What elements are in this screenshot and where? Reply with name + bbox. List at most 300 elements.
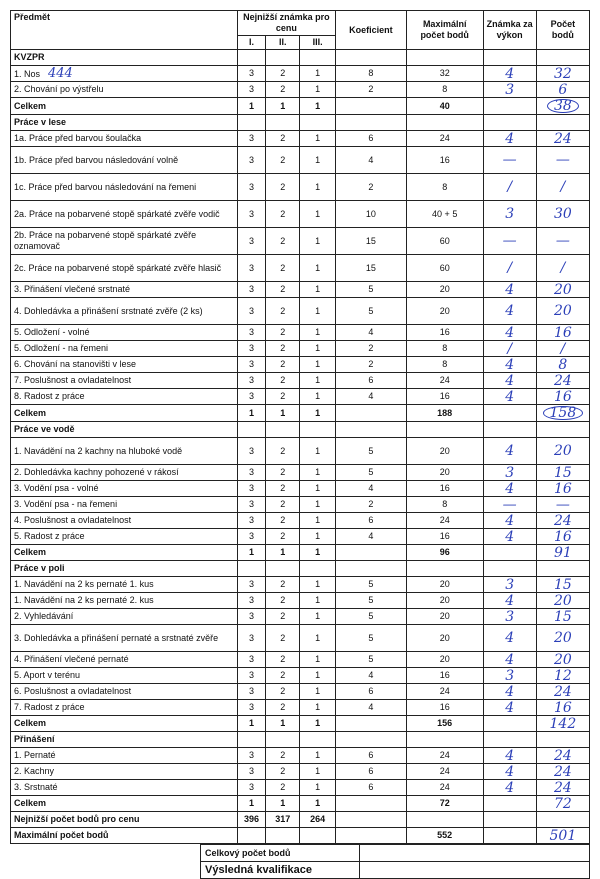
section-row xyxy=(11,561,590,577)
points-cell: 24 xyxy=(536,684,589,700)
points-cell: 24 xyxy=(536,131,589,147)
empty-cell xyxy=(300,115,335,131)
points-cell: 24 xyxy=(536,513,589,529)
points-cell: / xyxy=(536,255,589,282)
points-cell: 20 xyxy=(536,625,589,652)
empty-cell xyxy=(266,422,300,438)
footer-result-row xyxy=(201,862,590,879)
grade-1-cell: 3 xyxy=(237,513,265,529)
grade-perf-cell: / xyxy=(483,341,536,357)
coef-cell: 15 xyxy=(335,228,406,255)
grade-2-cell: 2 xyxy=(266,748,300,764)
grade-1-cell xyxy=(237,828,265,844)
empty-cell xyxy=(406,50,483,66)
points-cell: 20 xyxy=(536,438,589,465)
section-row xyxy=(11,50,590,66)
coef-cell xyxy=(335,98,406,115)
grade-perf-cell: — xyxy=(483,147,536,174)
grade-3-cell: 1 xyxy=(300,357,335,373)
row-label: Celkem xyxy=(11,716,238,732)
col-grade-3: III. xyxy=(300,36,335,50)
grade-3-cell: 1 xyxy=(300,282,335,298)
grade-3-cell: 1 xyxy=(300,684,335,700)
row-label: 3. Vodění psa - volné xyxy=(11,481,238,497)
row-label: Maximální počet bodů xyxy=(11,828,238,844)
grade-3-cell: 1 xyxy=(300,389,335,405)
empty-cell xyxy=(406,732,483,748)
table-row xyxy=(11,465,590,481)
grade-perf-cell: 4 xyxy=(483,66,536,82)
points-cell: 16 xyxy=(536,700,589,716)
empty-cell xyxy=(536,732,589,748)
points-cell: 24 xyxy=(536,373,589,389)
row-label: 7. Radost z práce xyxy=(11,700,238,716)
grade-1-cell: 3 xyxy=(237,780,265,796)
grade-perf-cell: 4 xyxy=(483,438,536,465)
max-points-cell: 16 xyxy=(406,700,483,716)
grade-1-cell: 3 xyxy=(237,147,265,174)
empty-cell xyxy=(266,50,300,66)
grade-2-cell: 2 xyxy=(266,389,300,405)
grade-2-cell: 2 xyxy=(266,684,300,700)
points-cell: 24 xyxy=(536,764,589,780)
grade-3-cell: 1 xyxy=(300,545,335,561)
grade-perf-cell: 3 xyxy=(483,82,536,98)
points-cell: / xyxy=(536,341,589,357)
section-title: KVZPR xyxy=(11,50,238,66)
grade-2-cell: 2 xyxy=(266,438,300,465)
section-title: Práce v poli xyxy=(11,561,238,577)
grade-1-cell: 3 xyxy=(237,481,265,497)
grade-2-cell: 2 xyxy=(266,529,300,545)
col-grade-perf: Známka za výkon xyxy=(483,11,536,50)
grade-2-cell: 2 xyxy=(266,174,300,201)
coef-cell: 8 xyxy=(335,66,406,82)
points-cell: 72 xyxy=(536,796,589,812)
row-label: 3. Vodění psa - na řemeni xyxy=(11,497,238,513)
coef-cell: 4 xyxy=(335,147,406,174)
table-row xyxy=(11,298,590,325)
table-row xyxy=(11,684,590,700)
grade-1-cell: 3 xyxy=(237,131,265,147)
score-table xyxy=(10,10,590,844)
max-points-cell: 188 xyxy=(406,405,483,422)
grade-3-cell: 1 xyxy=(300,98,335,115)
score-sheet xyxy=(10,10,590,879)
max-points-cell: 60 xyxy=(406,228,483,255)
grade-2-cell: 2 xyxy=(266,609,300,625)
grade-perf-cell: 4 xyxy=(483,298,536,325)
coef-cell: 6 xyxy=(335,513,406,529)
grade-perf-cell: 4 xyxy=(483,357,536,373)
col-grade-1: I. xyxy=(237,36,265,50)
coef-cell: 6 xyxy=(335,780,406,796)
max-points-cell: 156 xyxy=(406,716,483,732)
grade-3-cell: 1 xyxy=(300,405,335,422)
section-row xyxy=(11,732,590,748)
row-label: Nejnižší počet bodů pro cenu xyxy=(11,812,238,828)
row-label: 5. Radost z práce xyxy=(11,529,238,545)
grade-1-cell: 3 xyxy=(237,625,265,652)
empty-cell xyxy=(406,422,483,438)
grade-2-cell: 2 xyxy=(266,341,300,357)
points-cell: 20 xyxy=(536,298,589,325)
grade-1-cell: 3 xyxy=(237,700,265,716)
max-points-cell: 60 xyxy=(406,255,483,282)
footer-total-row xyxy=(201,845,590,862)
grade-2-cell: 2 xyxy=(266,147,300,174)
max-points-cell: 8 xyxy=(406,174,483,201)
grade-perf-cell xyxy=(483,812,536,828)
grade-2-cell: 1 xyxy=(266,545,300,561)
row-label: 2. Kachny xyxy=(11,764,238,780)
coef-cell: 6 xyxy=(335,131,406,147)
coef-cell: 4 xyxy=(335,700,406,716)
grade-2-cell: 2 xyxy=(266,228,300,255)
grade-2-cell: 2 xyxy=(266,66,300,82)
grade-2-cell: 2 xyxy=(266,577,300,593)
table-row xyxy=(11,389,590,405)
max-points-cell xyxy=(406,812,483,828)
empty-cell xyxy=(406,115,483,131)
row-label: 1. Navádění na 2 ks pernaté 2. kus xyxy=(11,593,238,609)
row-label: 3. Srstnaté xyxy=(11,780,238,796)
grade-3-cell: 1 xyxy=(300,593,335,609)
max-points-cell: 72 xyxy=(406,796,483,812)
row-label xyxy=(11,66,238,82)
grade-2-cell: 2 xyxy=(266,201,300,228)
grade-3-cell: 1 xyxy=(300,341,335,357)
coef-cell: 5 xyxy=(335,625,406,652)
points-cell: 501 xyxy=(536,828,589,844)
grade-3-cell: 1 xyxy=(300,131,335,147)
grade-3-cell: 1 xyxy=(300,780,335,796)
row-label: 1c. Práce před barvou následování na řemeni xyxy=(11,174,238,201)
empty-cell xyxy=(237,115,265,131)
points-cell: / xyxy=(536,174,589,201)
coef-cell: 10 xyxy=(335,201,406,228)
row-label: 2b. Práce na pobarvené stopě spárkaté zvěře oznamovač xyxy=(11,228,238,255)
grade-2-cell: 1 xyxy=(266,98,300,115)
grade-perf-cell: 4 xyxy=(483,625,536,652)
row-label: 1. Pernaté xyxy=(11,748,238,764)
grade-1-cell: 3 xyxy=(237,174,265,201)
empty-cell xyxy=(536,115,589,131)
grade-3-cell: 1 xyxy=(300,668,335,684)
empty-cell xyxy=(237,561,265,577)
grade-3-cell: 1 xyxy=(300,174,335,201)
grade-3-cell: 1 xyxy=(300,625,335,652)
table-row xyxy=(11,529,590,545)
coef-cell: 5 xyxy=(335,298,406,325)
grade-3-cell: 1 xyxy=(300,796,335,812)
row-label: 2. Chování po výstřelu xyxy=(11,82,238,98)
section-row xyxy=(11,115,590,131)
table-row xyxy=(11,748,590,764)
grade-2-cell: 2 xyxy=(266,465,300,481)
max-points-cell: 40 xyxy=(406,98,483,115)
grade-perf-cell: 4 xyxy=(483,748,536,764)
table-row xyxy=(11,341,590,357)
empty-cell xyxy=(300,422,335,438)
grade-perf-cell: 3 xyxy=(483,465,536,481)
empty-cell xyxy=(237,422,265,438)
points-cell: 91 xyxy=(536,545,589,561)
total-row xyxy=(11,796,590,812)
grade-1-cell: 3 xyxy=(237,529,265,545)
max-points-cell: 8 xyxy=(406,497,483,513)
coef-cell: 4 xyxy=(335,529,406,545)
table-row xyxy=(11,764,590,780)
max-points-cell: 96 xyxy=(406,545,483,561)
coef-cell: 4 xyxy=(335,481,406,497)
coef-cell xyxy=(335,716,406,732)
max-points-cell: 20 xyxy=(406,298,483,325)
table-row xyxy=(11,282,590,298)
max-points-cell: 24 xyxy=(406,684,483,700)
table-row xyxy=(11,625,590,652)
grade-perf-cell: 4 xyxy=(483,684,536,700)
points-cell: 24 xyxy=(536,780,589,796)
grade-3-cell: 1 xyxy=(300,748,335,764)
footer-total-label: Celkový počet bodů xyxy=(201,845,360,862)
grade-perf-cell: 4 xyxy=(483,780,536,796)
table-row xyxy=(11,174,590,201)
grade-2-cell: 2 xyxy=(266,668,300,684)
summary-row xyxy=(11,812,590,828)
table-row xyxy=(11,497,590,513)
footer-table xyxy=(200,844,590,879)
grade-3-cell: 1 xyxy=(300,700,335,716)
grade-3-cell: 1 xyxy=(300,529,335,545)
grade-2-cell: 2 xyxy=(266,652,300,668)
table-row xyxy=(11,131,590,147)
row-label: 3. Přinášení vlečené srstnaté xyxy=(11,282,238,298)
summary-row xyxy=(11,828,590,844)
grade-2-cell: 2 xyxy=(266,593,300,609)
table-row xyxy=(11,357,590,373)
empty-cell xyxy=(483,115,536,131)
grade-2-cell: 2 xyxy=(266,481,300,497)
row-label: 4. Přinášení vlečené pernaté xyxy=(11,652,238,668)
empty-cell xyxy=(536,50,589,66)
table-row xyxy=(11,577,590,593)
max-points-cell: 16 xyxy=(406,668,483,684)
max-points-cell: 20 xyxy=(406,465,483,481)
table-row xyxy=(11,652,590,668)
points-cell xyxy=(536,405,589,422)
max-points-cell: 16 xyxy=(406,529,483,545)
section-title: Práce v lese xyxy=(11,115,238,131)
coef-cell: 6 xyxy=(335,748,406,764)
section-title: Přinášení xyxy=(11,732,238,748)
coef-cell: 5 xyxy=(335,282,406,298)
grade-perf-cell: 4 xyxy=(483,282,536,298)
max-points-cell: 16 xyxy=(406,389,483,405)
header-row xyxy=(11,11,590,36)
grade-1-cell: 3 xyxy=(237,593,265,609)
col-max-points: Maximální počet bodů xyxy=(406,11,483,50)
table-row xyxy=(11,481,590,497)
row-label: Celkem xyxy=(11,98,238,115)
points-cell: 142 xyxy=(536,716,589,732)
row-label: 4. Poslušnost a ovladatelnost xyxy=(11,513,238,529)
empty-cell xyxy=(266,115,300,131)
grade-1-cell: 3 xyxy=(237,201,265,228)
points-cell: 20 xyxy=(536,282,589,298)
max-points-cell: 40 + 5 xyxy=(406,201,483,228)
empty-cell xyxy=(536,422,589,438)
empty-cell xyxy=(335,422,406,438)
grade-perf-cell: / xyxy=(483,255,536,282)
max-points-cell: 20 xyxy=(406,652,483,668)
row-label: 6. Chování na stanovišti v lese xyxy=(11,357,238,373)
max-points-cell: 16 xyxy=(406,325,483,341)
grade-2-cell: 2 xyxy=(266,357,300,373)
table-row xyxy=(11,373,590,389)
grade-3-cell: 1 xyxy=(300,716,335,732)
points-cell: — xyxy=(536,228,589,255)
coef-cell: 2 xyxy=(335,497,406,513)
points-cell xyxy=(536,812,589,828)
grade-perf-cell: — xyxy=(483,228,536,255)
grade-2-cell: 2 xyxy=(266,82,300,98)
grade-1-cell: 3 xyxy=(237,577,265,593)
grade-1-cell: 3 xyxy=(237,764,265,780)
grade-3-cell: 1 xyxy=(300,373,335,389)
grade-1-cell: 3 xyxy=(237,282,265,298)
total-row xyxy=(11,716,590,732)
empty-cell xyxy=(483,732,536,748)
coef-cell xyxy=(335,828,406,844)
row-label: 5. Aport v terénu xyxy=(11,668,238,684)
empty-cell xyxy=(237,50,265,66)
grade-2-cell: 2 xyxy=(266,497,300,513)
row-label: 3. Dohledávka a přinášení pernaté a srstnaté zvěře xyxy=(11,625,238,652)
grade-3-cell: 1 xyxy=(300,764,335,780)
grade-perf-cell xyxy=(483,545,536,561)
table-row xyxy=(11,82,590,98)
grade-1-cell: 3 xyxy=(237,357,265,373)
grade-perf-cell: 4 xyxy=(483,481,536,497)
coef-cell: 6 xyxy=(335,684,406,700)
handwritten-note: 444 xyxy=(48,65,73,81)
coef-cell xyxy=(335,545,406,561)
grade-3-cell: 1 xyxy=(300,609,335,625)
grade-3-cell: 1 xyxy=(300,325,335,341)
points-cell: 6 xyxy=(536,82,589,98)
max-points-cell: 8 xyxy=(406,82,483,98)
points-cell: 8 xyxy=(536,357,589,373)
grade-2-cell: 1 xyxy=(266,405,300,422)
grade-1-cell: 3 xyxy=(237,389,265,405)
empty-cell xyxy=(335,50,406,66)
max-points-cell: 20 xyxy=(406,282,483,298)
grade-3-cell: 1 xyxy=(300,438,335,465)
table-row xyxy=(11,201,590,228)
row-label: 5. Odložení - na řemeni xyxy=(11,341,238,357)
grade-1-cell: 3 xyxy=(237,465,265,481)
coef-cell: 15 xyxy=(335,255,406,282)
empty-cell xyxy=(335,732,406,748)
grade-perf-cell: 4 xyxy=(483,373,536,389)
grade-perf-cell xyxy=(483,828,536,844)
row-label: 2. Dohledávka kachny pohozené v rákosí xyxy=(11,465,238,481)
coef-cell: 2 xyxy=(335,82,406,98)
coef-cell: 5 xyxy=(335,593,406,609)
grade-1-cell: 1 xyxy=(237,545,265,561)
grade-2-cell: 2 xyxy=(266,373,300,389)
grade-perf-cell: — xyxy=(483,497,536,513)
grade-perf-cell xyxy=(483,796,536,812)
grade-1-cell: 1 xyxy=(237,405,265,422)
row-label: 1. Navádění na 2 ks pernaté 1. kus xyxy=(11,577,238,593)
grade-1-cell: 3 xyxy=(237,341,265,357)
total-row xyxy=(11,98,590,115)
grade-2-cell: 2 xyxy=(266,625,300,652)
max-points-cell: 16 xyxy=(406,481,483,497)
grade-1-cell: 3 xyxy=(237,82,265,98)
grade-1-cell: 1 xyxy=(237,796,265,812)
points-cell: 24 xyxy=(536,748,589,764)
grade-3-cell: 1 xyxy=(300,298,335,325)
circled-total: 38 xyxy=(547,99,579,113)
points-cell: 32 xyxy=(536,66,589,82)
points-cell: 20 xyxy=(536,593,589,609)
grade-2-cell: 2 xyxy=(266,131,300,147)
empty-cell xyxy=(300,561,335,577)
coef-cell: 2 xyxy=(335,357,406,373)
points-cell: — xyxy=(536,147,589,174)
grade-3-cell: 264 xyxy=(300,812,335,828)
grade-3-cell: 1 xyxy=(300,201,335,228)
points-cell: 16 xyxy=(536,389,589,405)
empty-cell xyxy=(266,732,300,748)
max-points-cell: 32 xyxy=(406,66,483,82)
grade-perf-cell: 3 xyxy=(483,201,536,228)
grade-1-cell: 3 xyxy=(237,255,265,282)
max-points-cell: 20 xyxy=(406,577,483,593)
table-row xyxy=(11,255,590,282)
grade-perf-cell xyxy=(483,98,536,115)
max-points-cell: 16 xyxy=(406,147,483,174)
total-row xyxy=(11,405,590,422)
grade-3-cell: 1 xyxy=(300,82,335,98)
section-row xyxy=(11,422,590,438)
grade-1-cell: 3 xyxy=(237,748,265,764)
table-row xyxy=(11,668,590,684)
table-row xyxy=(11,593,590,609)
row-label: Celkem xyxy=(11,545,238,561)
table-row xyxy=(11,513,590,529)
grade-2-cell: 2 xyxy=(266,325,300,341)
grade-3-cell: 1 xyxy=(300,255,335,282)
row-label: 4. Dohledávka a přinášení srstnaté zvěře (2 ks) xyxy=(11,298,238,325)
grade-perf-cell: 4 xyxy=(483,131,536,147)
max-points-cell: 24 xyxy=(406,131,483,147)
grade-perf-cell: 4 xyxy=(483,325,536,341)
grade-1-cell: 3 xyxy=(237,438,265,465)
points-cell: 16 xyxy=(536,529,589,545)
col-min-grade: Nejnižší známka pro cenu xyxy=(237,11,335,36)
grade-perf-cell: / xyxy=(483,174,536,201)
row-label: 1b. Práce před barvou následování volně xyxy=(11,147,238,174)
empty-cell xyxy=(266,561,300,577)
max-points-cell: 24 xyxy=(406,780,483,796)
footer-result-label: Výsledná kvalifikace xyxy=(201,862,360,879)
grade-3-cell: 1 xyxy=(300,577,335,593)
empty-cell xyxy=(536,561,589,577)
